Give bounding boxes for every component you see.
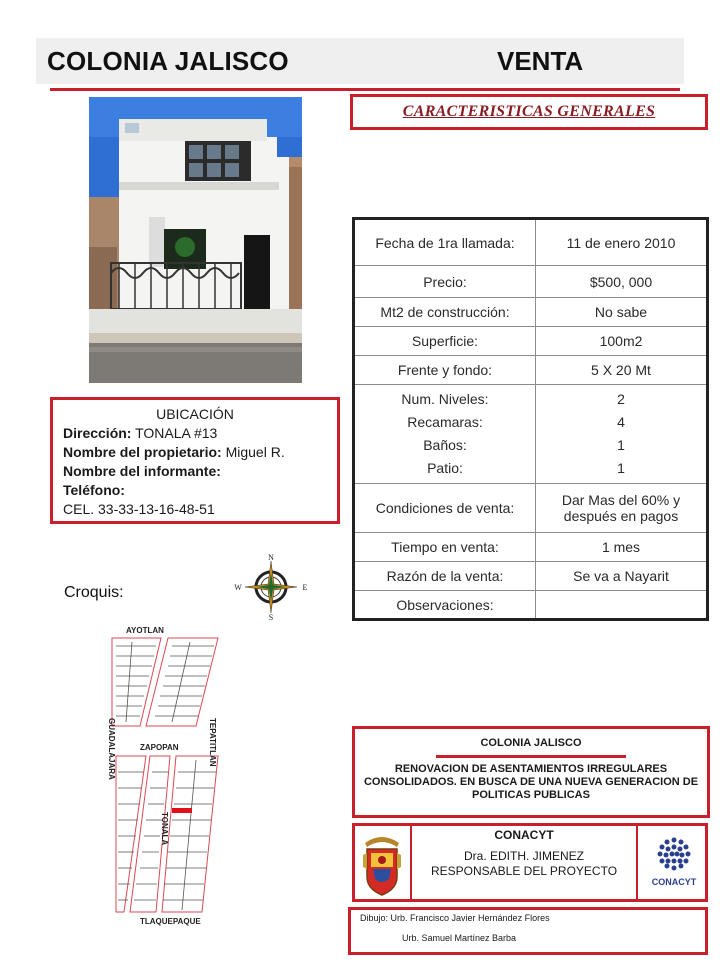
section-title: CARACTERISTICAS GENERALES — [402, 103, 656, 120]
condiciones-label: Condiciones de venta: — [354, 484, 536, 533]
owner-label: Nombre del propietario: — [63, 444, 222, 460]
project-divider — [436, 755, 626, 758]
conacyt-divider-right — [636, 823, 638, 902]
table-row — [354, 385, 708, 484]
precio-label: Precio: — [354, 266, 536, 298]
tiempo-value: 1 mes — [536, 533, 708, 562]
title-underline — [50, 88, 680, 91]
owner-line — [63, 443, 327, 462]
responsable-role: RESPONSABLE DEL PROYECTO — [430, 864, 618, 878]
project-colonia: COLONIA JALISCO — [480, 737, 582, 749]
conacyt-info — [412, 828, 636, 879]
mt2-label: Mt2 de construcción: — [354, 298, 536, 327]
compass-s: S — [268, 613, 274, 621]
precio-value: $500, 000 — [536, 266, 708, 298]
table-row — [354, 219, 708, 266]
table-row — [354, 484, 708, 533]
table-row — [354, 298, 708, 327]
street-middle: ZAPOPAN — [140, 743, 179, 752]
conacyt-logo — [646, 832, 702, 892]
location-box — [50, 397, 340, 524]
characteristics-table — [352, 217, 709, 621]
banos-label: Baños: — [423, 437, 467, 453]
page-title-location: COLONIA JALISCO — [47, 46, 289, 76]
page-title-status: VENTA — [497, 46, 584, 76]
observaciones-value — [536, 591, 708, 620]
compass-n: N — [268, 553, 274, 562]
compass-w: W — [234, 583, 242, 592]
street-left: GUADALAJARA — [107, 718, 116, 780]
niveles-labels-cell — [354, 385, 536, 484]
informant-label: Nombre del informante: — [63, 463, 221, 479]
house-photo — [89, 97, 302, 383]
razon-value: Se va a Nayarit — [536, 562, 708, 591]
patio-value: 1 — [617, 460, 625, 476]
credits-line-1: Dibujo: Urb. Francisco Javier Hernández Flores — [360, 913, 550, 923]
responsable-name: Dra. EDITH. JIMENEZ — [463, 849, 584, 863]
recamaras-label: Recamaras: — [407, 414, 483, 430]
compass-rose-icon — [233, 553, 309, 621]
phone-value: CEL. 33-33-13-16-48-51 — [63, 501, 215, 517]
table-row — [354, 266, 708, 298]
table-row — [354, 591, 708, 620]
address-line — [63, 424, 327, 443]
conacyt-logo-text: CONACYT — [651, 877, 697, 887]
neighborhood-map — [106, 622, 230, 930]
fecha-label: Fecha de 1ra llamada: — [354, 219, 536, 266]
sketch-label: Croquis: — [64, 584, 124, 601]
credits-line-2: Urb. Samuel Martínez Barba — [402, 933, 517, 943]
university-seal-icon — [359, 829, 405, 897]
project-description: RENOVACION DE ASENTAMIENTOS IRREGULARES CONSOLIDADOS. EN BUSCA DE UNA NUEVA GENERACION DE POLITICAS PUBLICAS — [363, 763, 699, 801]
phone-label: Teléfono: — [63, 482, 125, 498]
compass-e: E — [302, 583, 308, 592]
superficie-label: Superficie: — [354, 327, 536, 356]
responsable-block — [412, 849, 636, 879]
street-bottom: TLAQUEPAQUE — [140, 917, 201, 926]
recamaras-value: 4 — [617, 414, 625, 430]
street-top: AYOTLAN — [126, 626, 164, 635]
address-label: Dirección: — [63, 425, 132, 441]
fecha-value: 11 de enero 2010 — [536, 219, 708, 266]
niveles-values-cell — [536, 385, 708, 484]
owner-value: Miguel R. — [221, 444, 285, 460]
address-value: TONALA #13 — [131, 425, 218, 441]
location-title: UBICACIÓN — [156, 406, 234, 422]
superficie-value: 100m2 — [536, 327, 708, 356]
condiciones-value: Dar Mas del 60% y después en pagos — [536, 484, 708, 533]
street-right: TEPATITLAN — [208, 718, 217, 767]
conacyt-title: CONACYT — [494, 828, 554, 842]
razon-label: Razón de la venta: — [354, 562, 536, 591]
niveles-label: Num. Niveles: — [401, 391, 489, 407]
mt2-value: No sabe — [536, 298, 708, 327]
frente-label: Frente y fondo: — [354, 356, 536, 385]
street-center: TONALA — [160, 812, 169, 846]
property-marker — [172, 808, 192, 813]
section-title-box — [350, 94, 708, 130]
table-row — [354, 356, 708, 385]
patio-label: Patio: — [427, 460, 463, 476]
niveles-value: 2 — [617, 391, 625, 407]
frente-value: 5 X 20 Mt — [536, 356, 708, 385]
table-row — [354, 562, 708, 591]
table-row — [354, 327, 708, 356]
project-box — [352, 726, 710, 818]
observaciones-label: Observaciones: — [354, 591, 536, 620]
table-row — [354, 533, 708, 562]
banos-value: 1 — [617, 437, 625, 453]
tiempo-label: Tiempo en venta: — [354, 533, 536, 562]
